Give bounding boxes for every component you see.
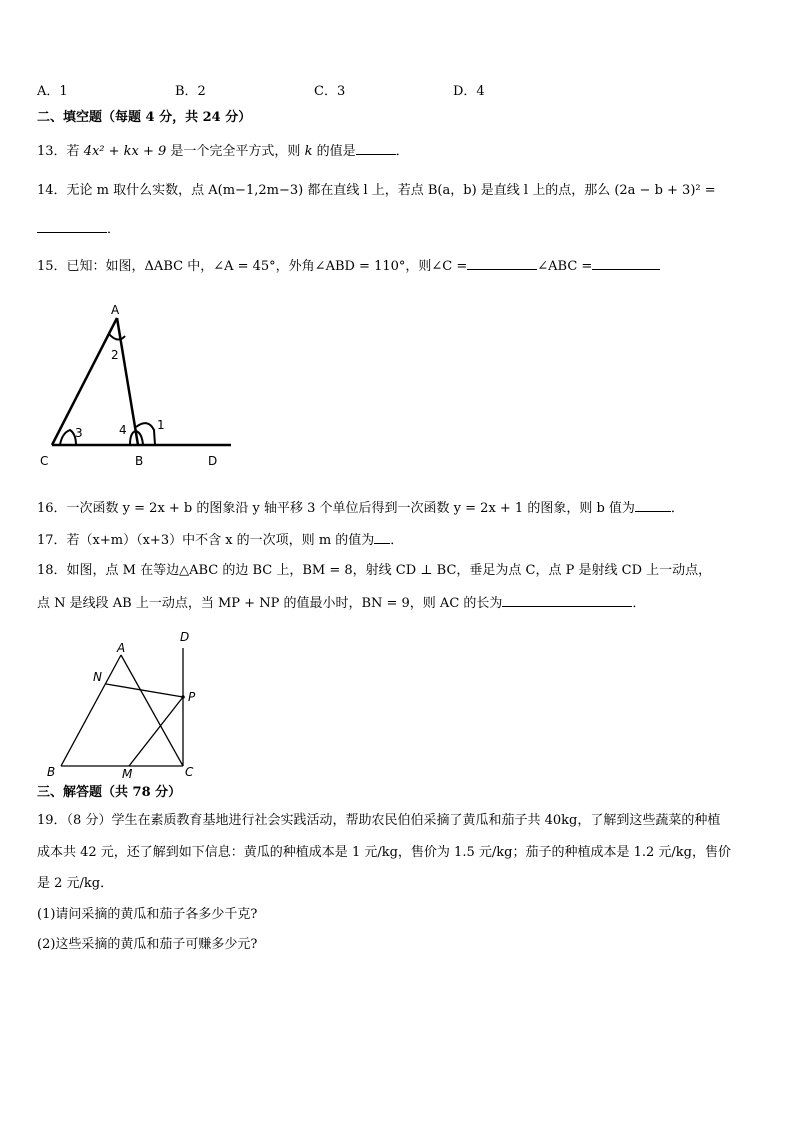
fig1-label-3: 3 [75, 426, 83, 440]
q16-text: 16．一次函数 y = 2x + b 的图象沿 y 轴平移 3 个单位后得到一次函数 y = 2x + 1 的图象，则 b 值为 [37, 501, 635, 516]
fig2-label-c: C [185, 765, 194, 779]
q15-mid: ∠ABC = [537, 259, 593, 274]
q13-mid: 是一个完全平方式，则 [166, 144, 305, 159]
question-17 [37, 531, 403, 549]
q13-end: ． [395, 144, 409, 159]
fig1-label-2: 2 [111, 348, 119, 362]
choice-c: C．3 [314, 84, 346, 99]
question-18-line1: 18．如图，点 M 在等边△ABC 的边 BC 上，BM = 8，射线 CD ⊥ BC，垂足为点 C，点 P 是射线 CD 上一动点， [37, 563, 712, 578]
question-14: 14．无论 m 取什么实数，点 A(m−1,2m−3) 都在直线 l 上，若点 B(a，b) 是直线 l 上的点，那么 (2a − b + 3)² = [37, 183, 716, 198]
fig2-label-m: M [122, 767, 133, 781]
question-19-sub1: (1)请问采摘的黄瓜和茄子各多少千克? [37, 907, 258, 922]
section-title: 二、填空题（每题 4 分，共 24 分） [37, 110, 252, 125]
fig1-label-1: 1 [157, 418, 165, 432]
q18-line2: 点 N 是线段 AB 上一动点，当 MP + NP 的值最小时，BN = 9，则 AC 的长为 [37, 596, 503, 611]
q17-end: ． [390, 533, 404, 548]
fig2-label-n: N [93, 670, 102, 684]
answer-blank [635, 499, 671, 512]
fig1-label-d: D [208, 454, 218, 468]
fig1-label-a: A [111, 303, 120, 317]
fig2-label-a: A [117, 641, 126, 655]
fig2-label-d: D [180, 630, 190, 644]
question-19-line1: 19．（8 分）学生在素质教育基地进行社会实践活动，帮助农民伯伯采摘了黄瓜和茄子共 40kg，了解到这些蔬菜的种植 [37, 813, 721, 828]
question-14-answer [37, 220, 120, 238]
answer-blank [592, 257, 660, 270]
answer-blank [37, 220, 107, 233]
fig2-label-p: P [188, 690, 196, 704]
answer-blank [467, 257, 537, 270]
triangle-figure [30, 300, 250, 475]
question-18-line2 [37, 594, 645, 612]
choice-b: B．2 [175, 84, 206, 99]
q14-end: ． [107, 222, 121, 237]
section-title: 三、解答题（共 78 分） [37, 785, 182, 800]
answer-blank [356, 142, 396, 155]
q16-end: ． [670, 501, 684, 516]
q13-var: k [304, 144, 313, 159]
q18-end: ． [632, 596, 646, 611]
answer-blank [502, 594, 632, 607]
answer-blank [374, 531, 390, 544]
fig1-label-b: B [135, 454, 144, 468]
question-15 [37, 257, 660, 275]
q13-prefix: 13．若 [37, 144, 84, 159]
question-16 [37, 499, 684, 517]
question-13 [37, 142, 409, 160]
q17-text: 17．若（x+m）（x+3）中不含 x 的一次项，则 m 的值为 [37, 533, 375, 548]
question-19-line3: 是 2 元/kg． [37, 876, 114, 891]
choice-a: A．1 [37, 84, 68, 99]
fig1-label-c: C [40, 454, 49, 468]
question-19-line2: 成本共 42 元，还了解到如下信息：黄瓜的种植成本是 1 元/kg，售价为 1.5 元/kg；茄子的种植成本是 1.2 元/kg，售价 [37, 845, 731, 860]
q13-suffix: 的值是 [312, 144, 356, 159]
q13-expr: 4x² + kx + 9 [83, 144, 167, 159]
question-19-sub2: (2)这些采摘的黄瓜和茄子可赚多少元? [37, 937, 258, 952]
fig1-label-4: 4 [119, 423, 127, 437]
q15-text: 15．已知：如图，ΔABC 中，∠A = 45°，外角∠ABD = 110°，则∠C = [37, 259, 468, 274]
fig2-label-b: B [47, 765, 56, 779]
choice-d: D．4 [453, 84, 485, 99]
